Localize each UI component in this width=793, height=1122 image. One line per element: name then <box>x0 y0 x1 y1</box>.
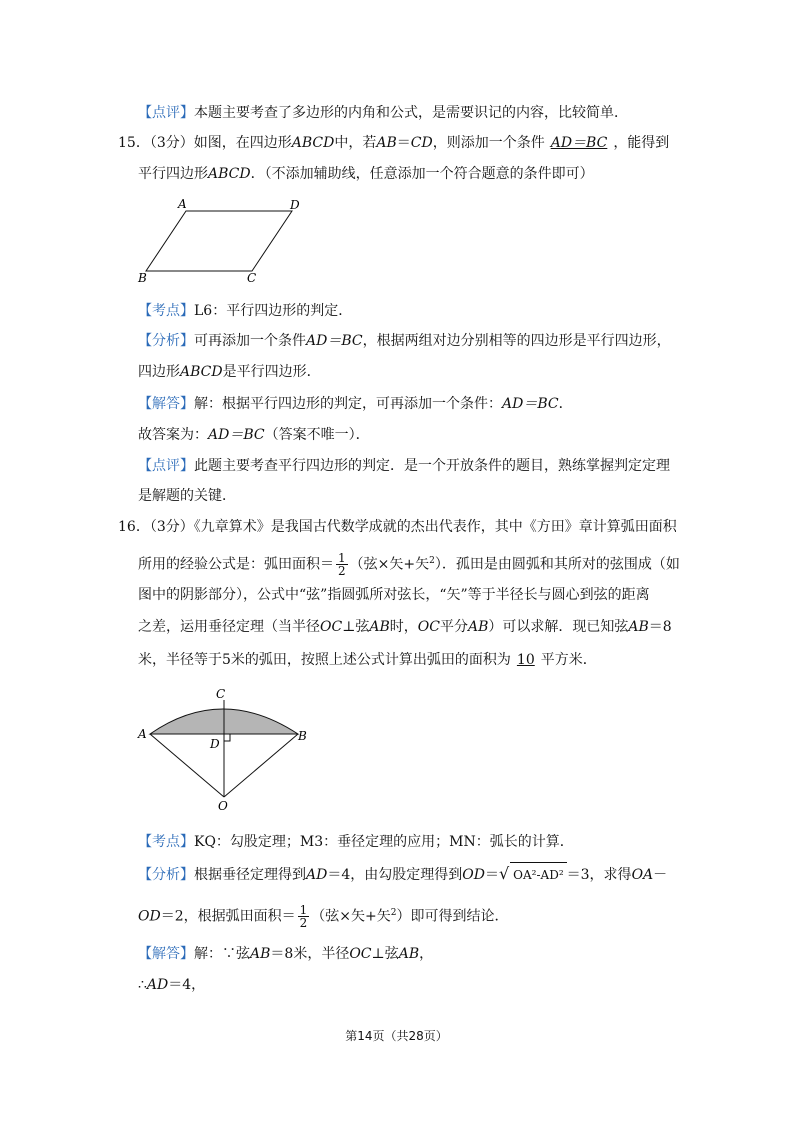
question-number: 16． <box>118 519 150 535</box>
q-math: AB <box>398 946 420 962</box>
q-text: ＝4，由勾股定理得到 <box>327 867 463 883</box>
q-math: AB <box>467 619 489 635</box>
q-math: OC <box>349 946 372 962</box>
q-text: 《九章算术》是我国古代数学成就的杰出代表作，其中《方田》章计算弧田面积 <box>193 519 677 535</box>
fraction-half <box>336 552 348 577</box>
right-angle-mark <box>224 734 230 741</box>
q-text: （弦×矢+矢 <box>349 556 430 573</box>
q-text: （答案不唯一）． <box>264 427 370 443</box>
q-text: 米，半径等于5米的弧田，按照上述公式计算出弧田的面积为 <box>138 652 511 668</box>
q-math: AD＝BC <box>502 396 559 412</box>
question-16-line1 <box>118 518 677 536</box>
q-text: ＝ <box>484 867 499 883</box>
q-math: AB <box>369 619 390 635</box>
q-math: AB <box>628 619 649 635</box>
q-text: ∴ <box>138 977 147 993</box>
label-D: D <box>210 737 220 751</box>
kaodian-text: L6：平行四边形的判定． <box>194 303 353 319</box>
answer-blank: AD＝BC <box>550 135 608 151</box>
q15-dianping-line2 <box>138 487 236 505</box>
q-text: 是平行四边形． <box>222 364 321 380</box>
question-number: 15． <box>118 135 150 151</box>
q-text: ， <box>419 946 434 962</box>
q-text: 四边形 <box>138 364 180 380</box>
q-text: ⊥弦 <box>342 619 370 635</box>
kaodian-tag: 【考点】 <box>138 303 194 319</box>
q16-fenxi-line2 <box>138 900 508 930</box>
superscript: 2 <box>429 556 435 566</box>
jieda-tag: 【解答】 <box>138 946 194 962</box>
q-text: 此题主要考查平行四边形的判定．是一个开放条件的题目，熟练掌握判定定理 <box>194 458 670 474</box>
q-text: 如图，在四边形 <box>193 135 292 151</box>
answer-blank: 10 <box>516 652 535 668</box>
q-math: AD＝BC <box>306 333 363 349</box>
q-text: ＝8 <box>648 619 672 635</box>
comment-tag: 【点评】 <box>138 105 194 121</box>
parallelogram-shape <box>146 211 292 271</box>
q-text: ）即可得到结论． <box>396 908 509 925</box>
q-math: AD＝BC <box>208 427 265 443</box>
q-text: ＝3，求得 <box>566 867 632 883</box>
q-text: 平方米． <box>540 652 597 668</box>
sqrt-sign: √ <box>498 864 510 883</box>
q-text: 可再添加一个条件 <box>194 333 306 349</box>
q-text: （弦×矢+矢 <box>311 908 391 925</box>
q-math: AB <box>376 135 397 151</box>
frac-num: 1 <box>338 551 346 566</box>
question-16-line5 <box>138 651 597 669</box>
q-text: ，能得到 <box>613 135 670 151</box>
q16-last-line <box>138 976 205 994</box>
q-math: OD <box>138 908 161 925</box>
superscript: 2 <box>390 908 397 918</box>
q-math: OD <box>462 867 485 883</box>
q16-fenxi-line1 <box>138 862 667 887</box>
frac-den: 2 <box>338 564 346 579</box>
q-text: ，则添加一个条件 <box>432 135 545 151</box>
kaodian-text: KQ：勾股定理；M3：垂径定理的应用；MN：弧长的计算． <box>194 834 574 850</box>
question-15-line2 <box>138 165 594 183</box>
q-text: 图中的阴影部分），公式中“弦”指圆弧所对弦长，“矢”等于半径长与圆心到弦的距离 <box>138 587 650 603</box>
q-text: 平分 <box>439 619 468 635</box>
q-text: 时， <box>389 619 418 635</box>
q-text: 解：∵弦 <box>194 946 250 962</box>
question-16-line3 <box>138 586 650 604</box>
label-A: A <box>138 727 147 741</box>
q-math: ABCD <box>291 135 335 151</box>
page-footer: 第14页（共28页） <box>345 1029 448 1043</box>
q-text: 中，若 <box>334 135 377 151</box>
q-math: OC <box>417 619 440 635</box>
q-text: 解：根据平行四边形的判定，可再添加一个条件： <box>194 396 502 412</box>
q15-fenxi-line2 <box>138 363 321 381</box>
q-text: － <box>653 867 668 883</box>
q15-kaodian <box>138 302 352 320</box>
q-text: ＝2，根据弧田面积＝ <box>160 908 296 925</box>
q-math: AB <box>250 946 271 962</box>
q-math: ABCD <box>208 166 251 182</box>
q-text: 故答案为： <box>138 427 208 443</box>
q-text: 平行四边形 <box>138 166 208 182</box>
q16-jieda <box>138 945 433 963</box>
arc-field-figure <box>130 684 320 819</box>
comment-line <box>138 104 628 122</box>
q-text: ⊥弦 <box>371 946 399 962</box>
frac-num: 1 <box>299 903 308 918</box>
q-text: 之差，运用垂径定理（当半径 <box>138 619 320 635</box>
q-text: 根据垂径定理得到 <box>194 867 306 883</box>
fraction-half <box>298 904 310 929</box>
frac-den: 2 <box>299 916 308 931</box>
q-text: ＝8米，半径 <box>270 946 350 962</box>
q-text: ）可以求解．现已知弦 <box>488 619 629 635</box>
q-math: ABCD <box>180 364 223 380</box>
kaodian-tag: 【考点】 <box>138 834 194 850</box>
q-text: ． <box>558 396 573 412</box>
q-text: ＝ <box>396 135 411 151</box>
q-math: AD <box>146 977 169 993</box>
q-math: OC <box>320 619 343 635</box>
q-text: ）．孤田是由圆弧和其所对的弦围成（如 <box>434 556 680 573</box>
question-score: （3分） <box>149 519 194 535</box>
label-C: C <box>247 271 257 285</box>
question-16-line4 <box>138 618 672 636</box>
radius-OB <box>224 734 298 797</box>
q-text: ．（不添加辅助线，任意添加一个符合题意的条件即可） <box>250 166 594 182</box>
dianping-tag: 【点评】 <box>138 458 194 474</box>
fenxi-tag: 【分析】 <box>138 867 194 883</box>
label-A: A <box>178 197 187 211</box>
q-math: AD <box>306 867 328 883</box>
q-text: 是解题的关键． <box>138 488 236 504</box>
q-text: ，根据两组对边分别相等的四边形是平行四边形， <box>362 333 671 349</box>
q15-jieda <box>138 395 573 413</box>
question-16-line2 <box>138 548 680 578</box>
q15-fenxi-line1 <box>138 332 671 350</box>
label-C: C <box>216 687 226 701</box>
fenxi-tag: 【分析】 <box>138 333 194 349</box>
q16-kaodian <box>138 833 574 851</box>
sqrt-content: OA²-AD² <box>510 862 566 887</box>
q-math: CD <box>410 135 433 151</box>
q-math: OA <box>631 867 654 883</box>
q15-dianping-line1 <box>138 457 670 475</box>
q-text: 所用的经验公式是：弧田面积＝ <box>138 556 334 573</box>
parallelogram-figure <box>130 195 310 290</box>
label-B: B <box>298 729 307 743</box>
label-O: O <box>218 799 228 813</box>
comment-text: 本题主要考查了多边形的内角和公式，是需要识记的内容，比较简单． <box>194 105 628 121</box>
question-score: （3分） <box>149 135 194 151</box>
question-15-line1 <box>118 134 669 152</box>
q-text: ＝4， <box>168 977 206 993</box>
label-B: B <box>138 271 147 285</box>
q15-answer-line <box>138 426 370 444</box>
jieda-tag: 【解答】 <box>138 396 194 412</box>
label-D: D <box>290 198 300 212</box>
